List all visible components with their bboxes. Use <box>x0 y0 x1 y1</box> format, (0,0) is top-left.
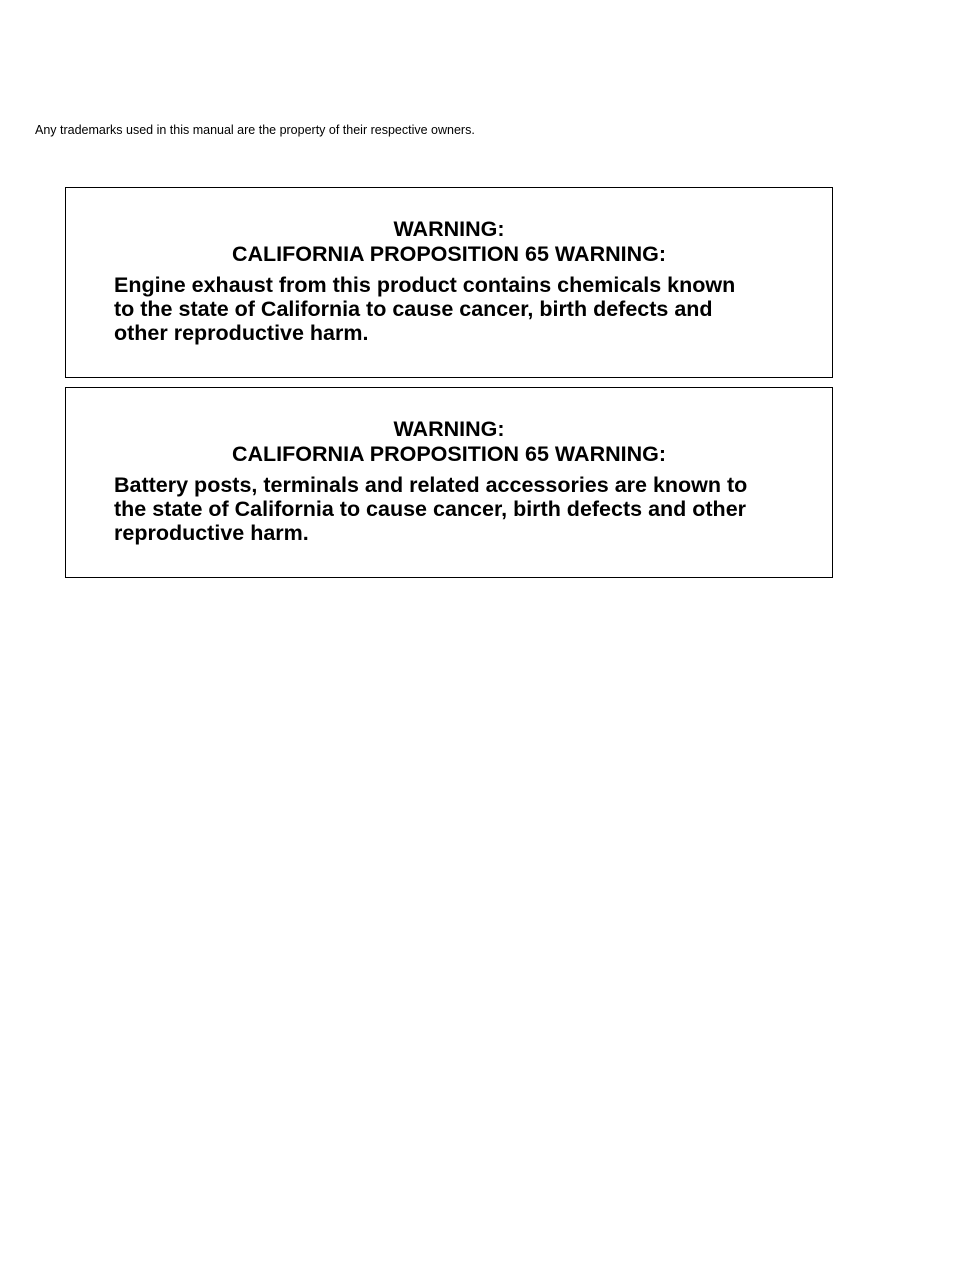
warning-title: CALIFORNIA PROPOSITION 65 WARNING: <box>232 442 666 466</box>
warning-heading <box>66 417 832 467</box>
warning-body: Battery posts, terminals and related accessories are known to the state of California to cause cancer, birth defects and other reproductive harm. <box>114 473 748 545</box>
warning-label: WARNING: <box>393 217 505 241</box>
trademark-notice: Any trademarks used in this manual are the property of their respective owners. <box>35 123 475 137</box>
warning-label: WARNING: <box>393 417 505 441</box>
warning-box-battery <box>65 387 833 578</box>
warning-box-engine-exhaust <box>65 187 833 378</box>
warning-title: CALIFORNIA PROPOSITION 65 WARNING: <box>232 242 666 266</box>
warning-heading <box>66 217 832 267</box>
warning-body: Engine exhaust from this product contains chemicals known to the state of California to cause cancer, birth defects and other reproductive harm. <box>114 273 736 345</box>
